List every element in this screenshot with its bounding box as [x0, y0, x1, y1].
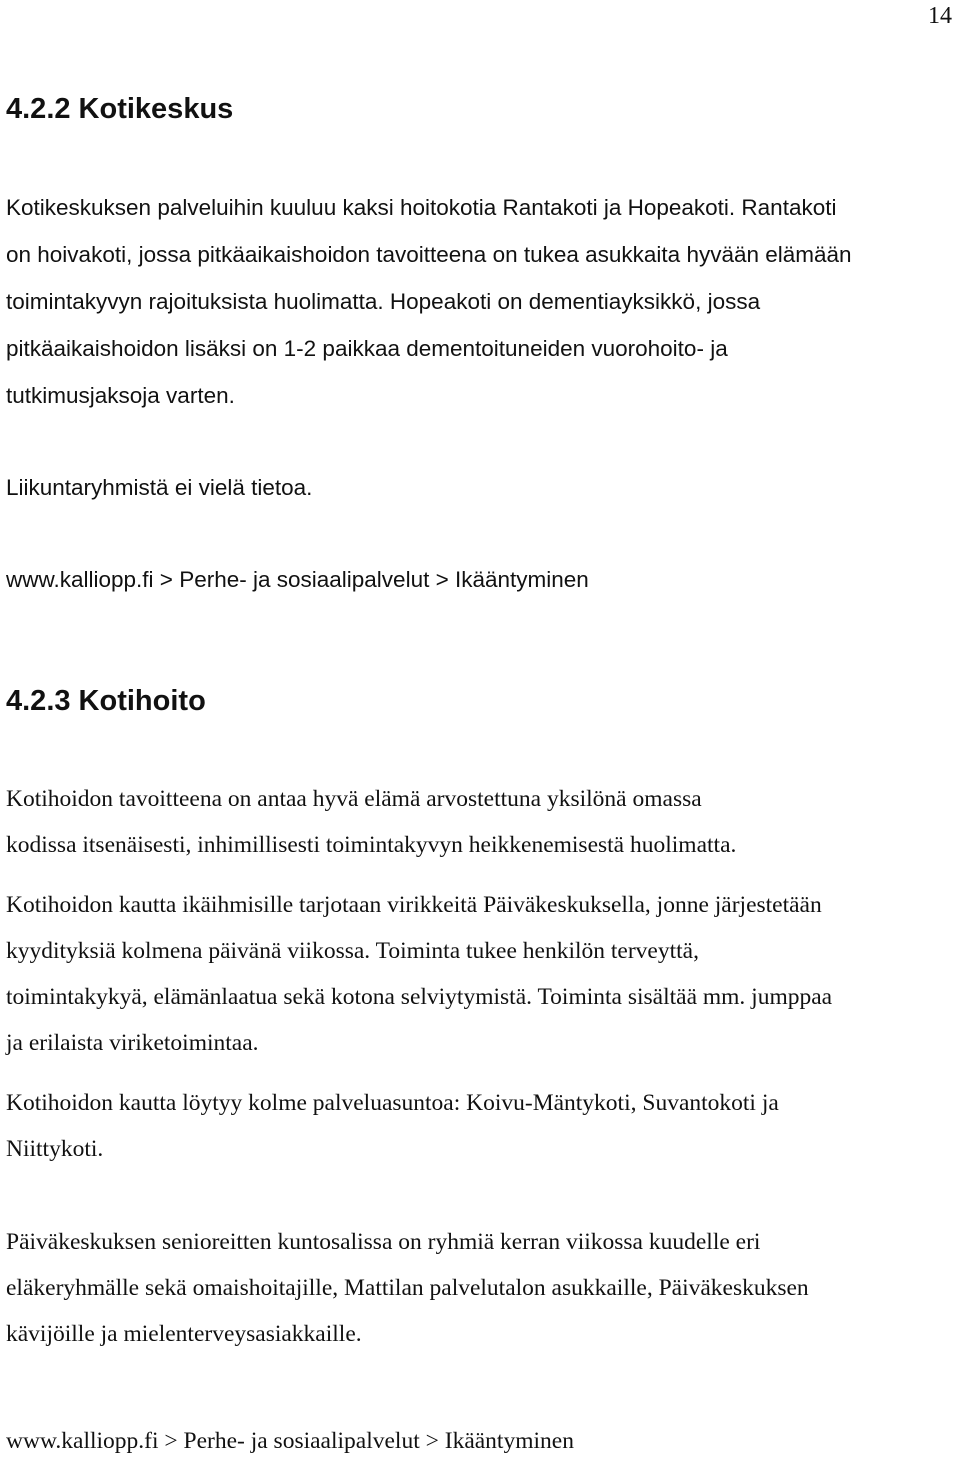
paragraph-paivakeskus-activities — [6, 882, 832, 1066]
text-line: Liikuntaryhmistä ei vielä tietoa. — [6, 475, 313, 500]
text-line: tutkimusjaksoja varten. — [6, 383, 235, 408]
text-line: Niittykoti. — [6, 1136, 104, 1162]
text-line: on hoivakoti, jossa pitkäaikaishoidon tavoitteena on tukea asukkaita hyvään elämään — [6, 242, 852, 267]
link-path-kotikeskus — [6, 556, 589, 603]
page-number: 14 — [928, 3, 952, 29]
paragraph-kotihoito-goal — [6, 776, 736, 868]
text-line: Kotihoidon kautta löytyy kolme palveluasuntoa: Koivu-Mäntykoti, Suvantokoti ja — [6, 1090, 779, 1116]
section-heading-kotikeskus: 4.2.2 Kotikeskus — [6, 93, 234, 125]
text-line: Kotihoidon kautta ikäihmisille tarjotaan virikkeitä Päiväkeskuksella, jonne järjestetään — [6, 892, 822, 918]
text-line: pitkäaikaishoidon lisäksi on 1-2 paikkaa dementoituneiden vuorohoito- ja — [6, 336, 728, 361]
text-line: eläkeryhmälle sekä omaishoitajille, Mattilan palvelutalon asukkaille, Päiväkeskuksen — [6, 1275, 809, 1301]
text-line: Kotihoidon tavoitteena on antaa hyvä elämä arvostettuna yksilönä omassa — [6, 786, 702, 812]
text-line: toimintakyvyn rajoituksista huolimatta. Hopeakoti on dementiayksikkö, jossa — [6, 289, 761, 314]
text-line: kodissa itsenäisesti, inhimillisesti toimintakyvyn heikkenemisestä huolimatta. — [6, 832, 737, 858]
text-line: Päiväkeskuksen senioreitten kuntosalissa on ryhmiä kerran viikossa kuudelle eri — [6, 1229, 761, 1255]
text-line: www.kalliopp.fi > Perhe- ja sosiaalipalvelut > Ikääntyminen — [6, 1428, 574, 1454]
paragraph-kotikeskus-services — [6, 184, 852, 419]
text-line: kävijöille ja mielenterveysasiakkaille. — [6, 1321, 362, 1347]
text-line: ja erilaista viriketoimintaa. — [6, 1030, 259, 1056]
link-path-kotihoito — [6, 1418, 574, 1464]
text-line: www.kalliopp.fi > Perhe- ja sosiaalipalvelut > Ikääntyminen — [6, 567, 589, 592]
text-line: kyydityksiä kolmena päivänä viikossa. Toiminta tukee henkilön terveyttä, — [6, 938, 699, 964]
paragraph-kuntosali — [6, 1219, 809, 1357]
paragraph-liikuntaryhmat — [6, 464, 312, 511]
section-heading-kotihoito: 4.2.3 Kotihoito — [6, 685, 206, 717]
text-line: Kotikeskuksen palveluihin kuuluu kaksi hoitokotia Rantakoti ja Hopeakoti. Rantakoti — [6, 195, 837, 220]
text-line: toimintakykyä, elämänlaatua sekä kotona selviytymistä. Toiminta sisältää mm. jumppaa — [6, 984, 833, 1010]
paragraph-palveluasunnot — [6, 1080, 779, 1172]
